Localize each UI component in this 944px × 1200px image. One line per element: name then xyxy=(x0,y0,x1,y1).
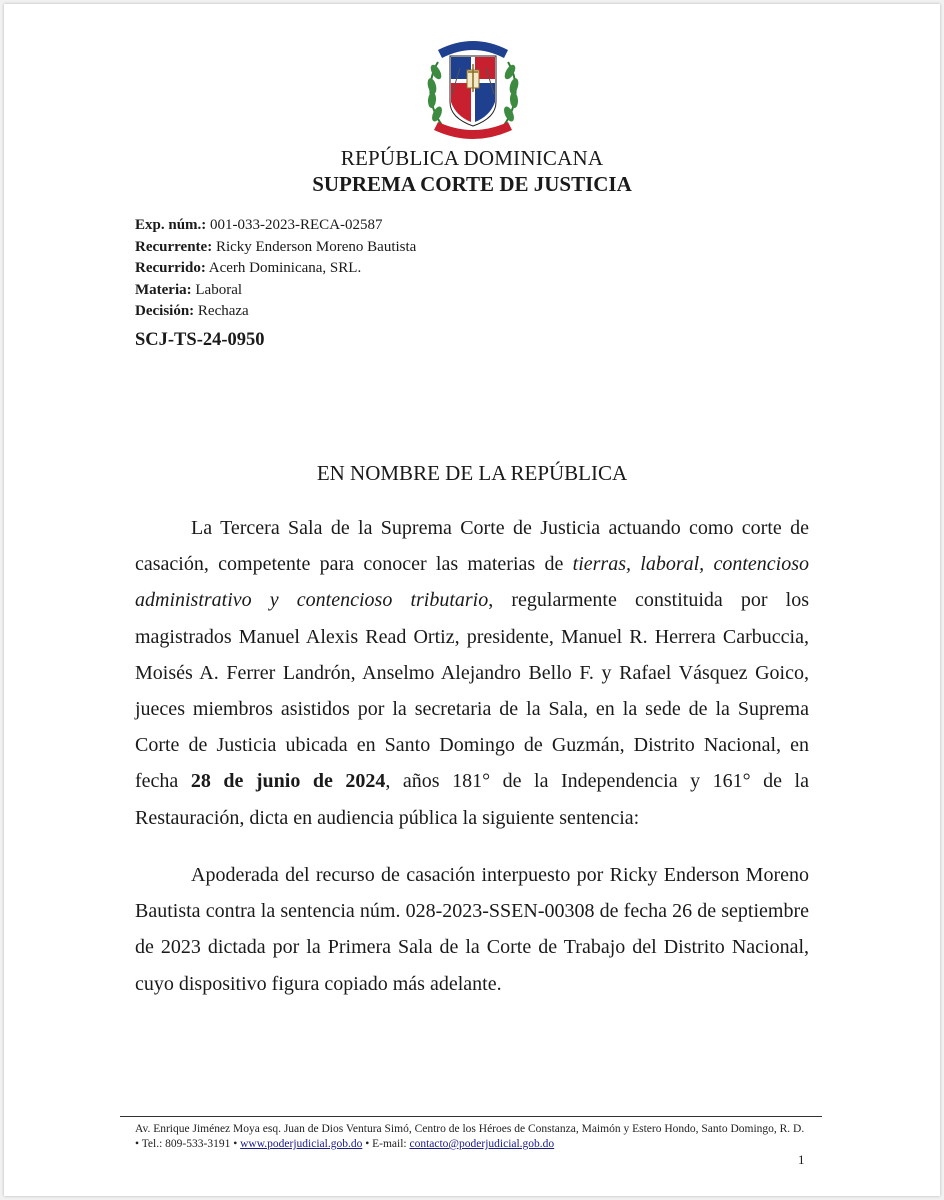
paragraph-court-composition: La Tercera Sala de la Suprema Corte de Justicia actuando como corte de casación, competente para conocer las materias de tierras, laboral, contencioso administrativo y contencioso tributario, regularmente constituida por los magistrados Manuel Alexis Read Ortiz, presidente, Manuel R. Herrera Carbuccia, Moisés A. Ferrer Landrón, Anselmo Alejandro Bello F. y Rafael Vásquez Goico, jueces miembros asistidos por la secretaria de la Sala, en la sede de la Suprema Corte de Justicia ubicada en Santo Domingo de Guzmán, Distrito Nacional, en fecha 28 de junio de 2024, años 181° de la Independencia y 161° de la Restauración, dicta en audiencia pública la siguiente sentencia: xyxy=(135,517,810,829)
case-info-block xyxy=(135,215,416,323)
page-number: 1 xyxy=(798,1152,805,1167)
appellant: Recurrente: Ricky Enderson Moreno Bautista xyxy=(135,238,417,255)
document-title: EN NOMBRE DE LA REPÚBLICA xyxy=(316,461,628,485)
footer-contact: Av. Enrique Jiménez Moya esq. Juan de Dios Ventura Simó, Centro de los Héroes de Constanza, Maimón y Estero Hondo, Santo Domingo, R. D. • Tel.: 809-533-3191 • www.poderjudicial.gob.do • E-mail: contacto@poderjudicial.gob.do xyxy=(135,1123,805,1150)
decision: Decisión: Rechaza xyxy=(135,303,249,319)
subject-matter: Materia: Laboral xyxy=(135,281,243,298)
sentence-code: SCJ-TS-24-0950 xyxy=(135,330,265,350)
country-heading: REPÚBLICA DOMINICANA xyxy=(340,146,604,170)
case-file-number: Exp. núm.: 001-033-2023-RECA-02587 xyxy=(135,217,383,233)
website-link[interactable]: www.poderjudicial.gob.do xyxy=(240,1138,363,1150)
paragraph-appeal: Apoderada del recurso de casación interpuesto por Ricky Enderson Moreno Bautista contra la sentencia núm. 028-2023-SSEN-00308 de fecha 26 de septiembre de 2023 dictada por la Primera Sala de la Corte de Trabajo del Distrito Nacional, cuyo dispositivo figura copiado más adelante. xyxy=(135,864,809,995)
court-heading: SUPREMA CORTE DE JUSTICIA xyxy=(312,172,632,196)
coat-of-arms-seal xyxy=(416,30,530,148)
footer-divider xyxy=(120,1116,822,1117)
email-link[interactable]: contacto@poderjudicial.gob.do xyxy=(409,1138,555,1150)
respondent: Recurrido: Acerh Dominicana, SRL. xyxy=(135,260,362,276)
